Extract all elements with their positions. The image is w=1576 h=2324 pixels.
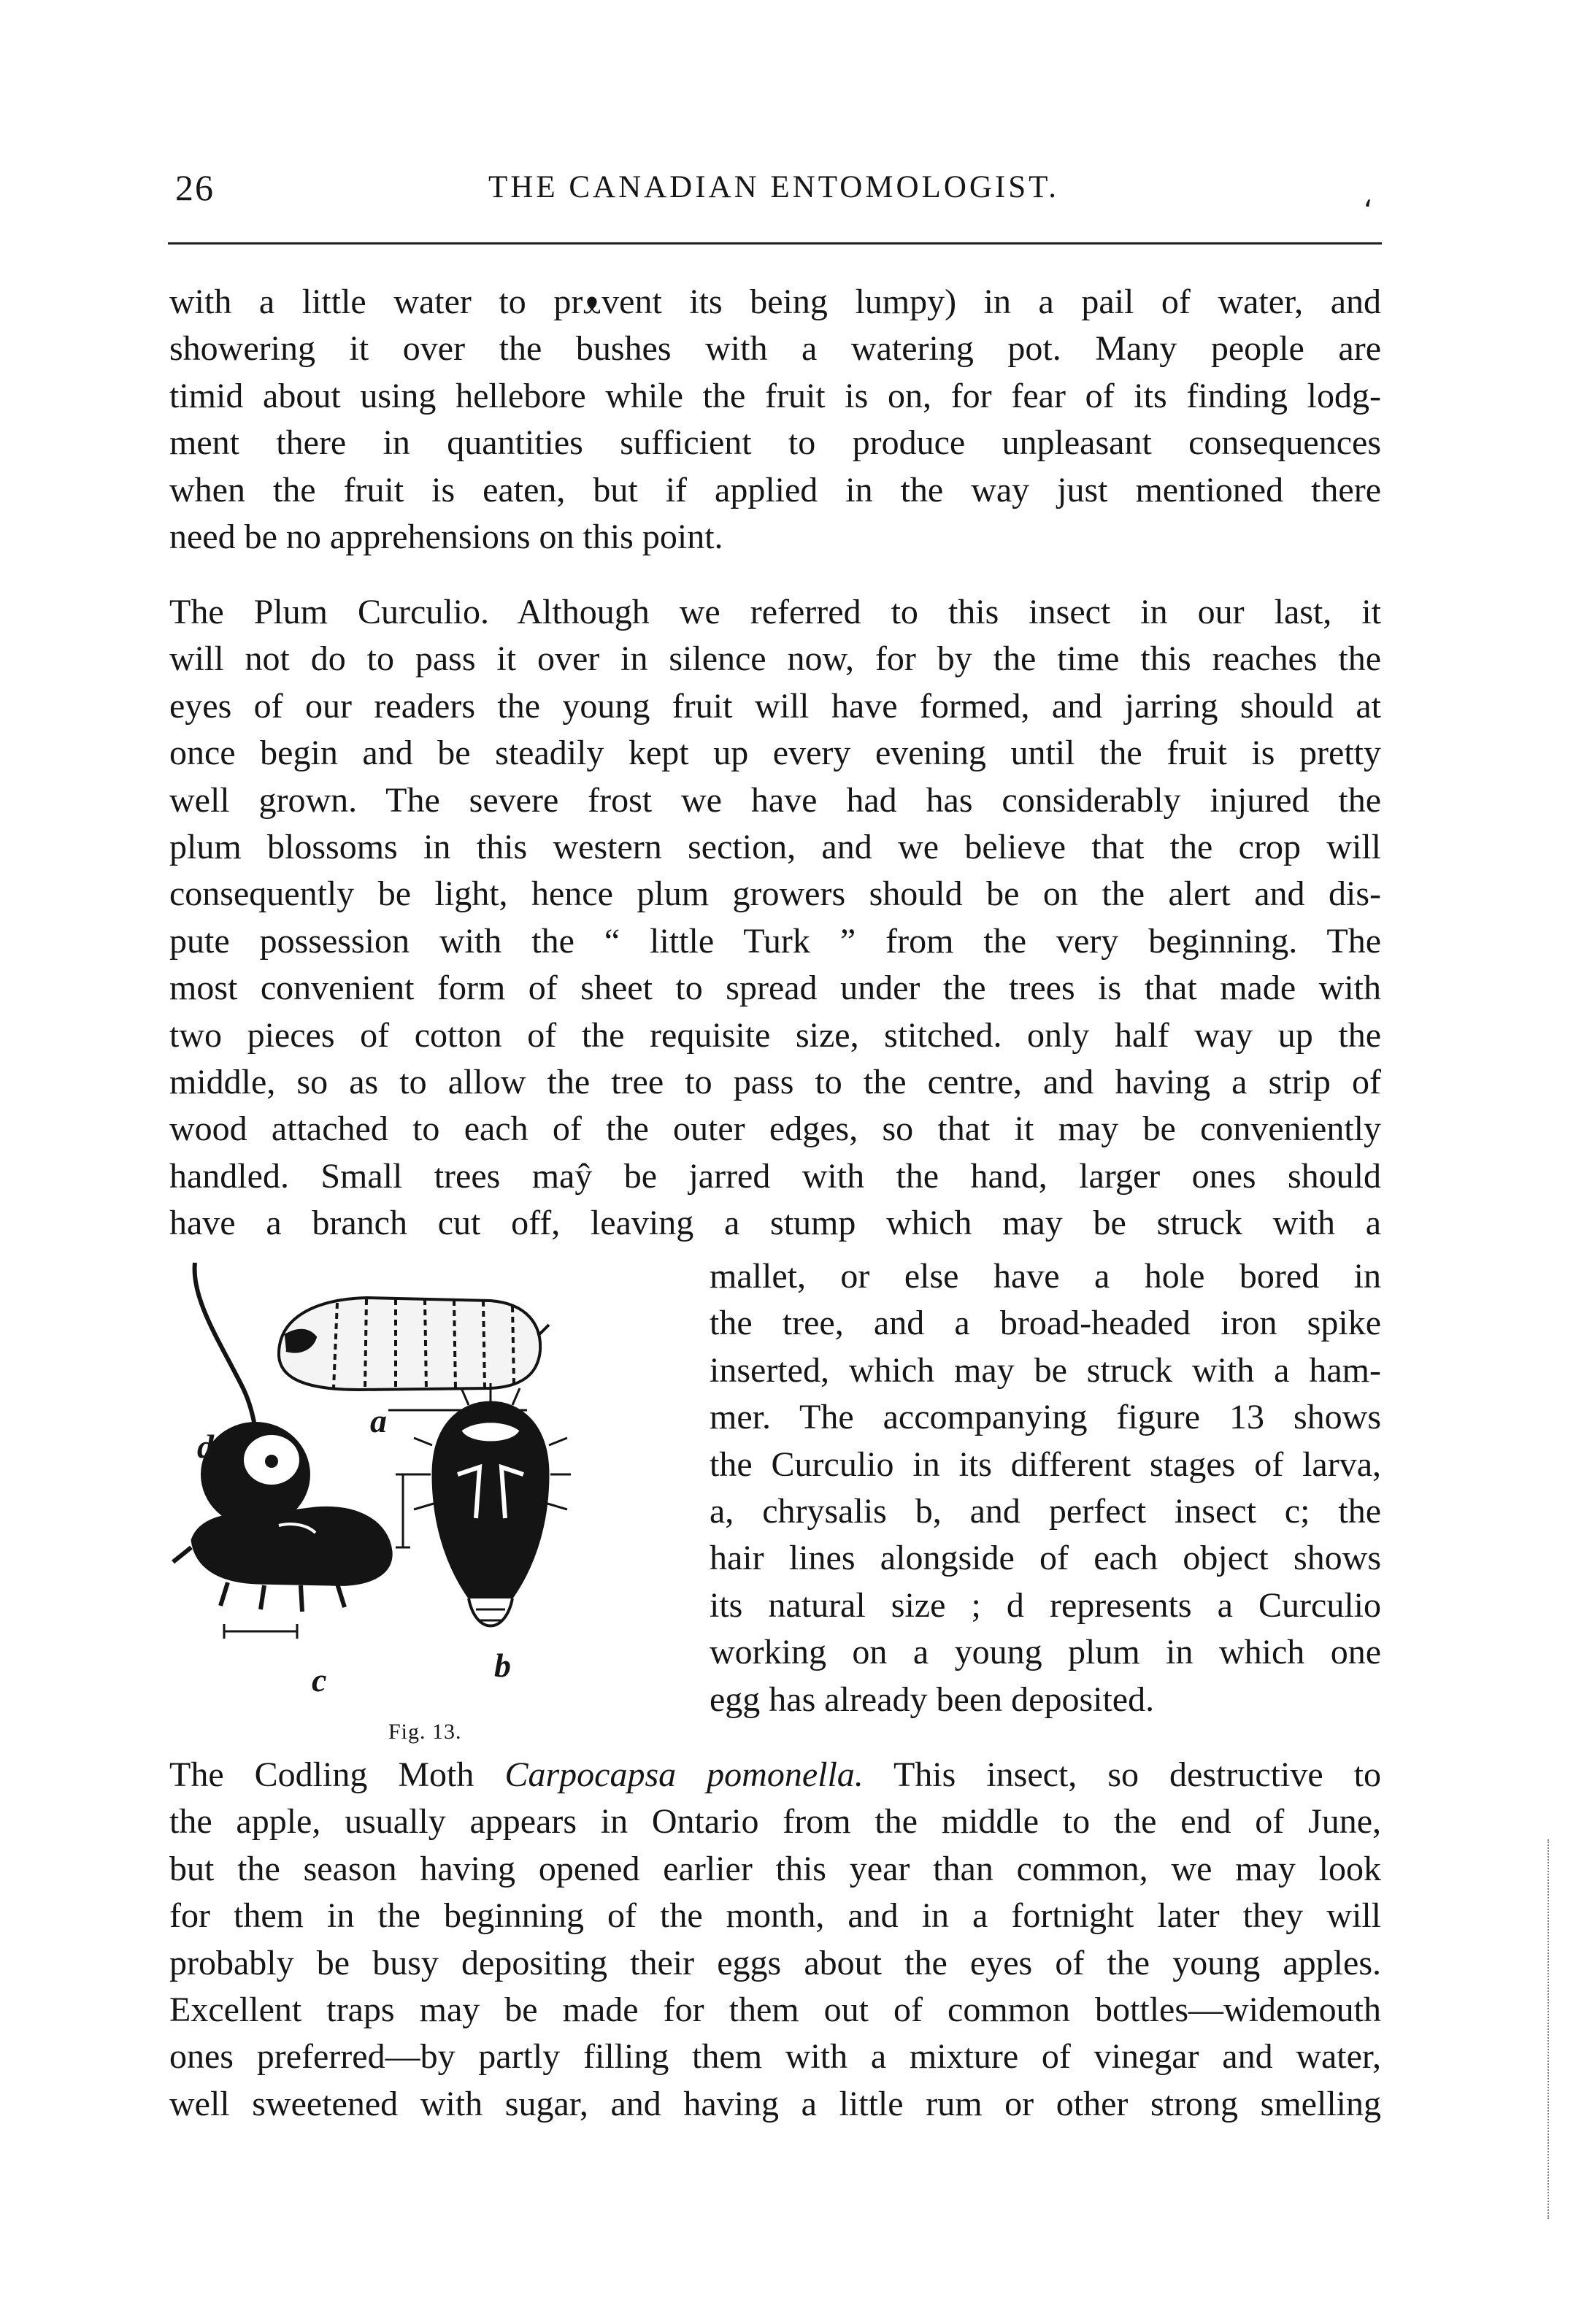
label-b: b bbox=[494, 1647, 511, 1684]
text-line: timid about using hellebore while the fruit is on, for fear of its finding lodg- bbox=[169, 376, 1381, 415]
figure-caption: Fig. 13. bbox=[388, 1720, 462, 1744]
text-line: inserted, which may be struck with a ham- bbox=[710, 1350, 1381, 1390]
text-line: egg has already been deposited. bbox=[710, 1679, 1155, 1719]
text-line: pute possession with the “ little Turk ” from the very beginning. The bbox=[169, 921, 1381, 961]
text-line: once begin and be steadily kept up every evening until the fruit is pretty bbox=[169, 734, 1381, 773]
text-line: well sweetened with sugar, and having a little rum or other strong smelling bbox=[169, 2084, 1381, 2123]
label-d: d bbox=[197, 1428, 214, 1465]
text-line: the apple, usually appears in Ontario from the middle to the end of June, bbox=[169, 1802, 1381, 1842]
label-a: a bbox=[370, 1402, 387, 1439]
text-line: wood attached to each of the outer edges, so that it may be conveniently bbox=[169, 1109, 1381, 1149]
text-line: showering it over the bushes with a watering pot. Many people are bbox=[169, 329, 1381, 369]
codling-intro-end: This insect, so destructive to bbox=[863, 1755, 1382, 1794]
paragraph-plum-curculio-wrap bbox=[710, 1253, 1381, 1723]
text-line: working on a young plum in which one bbox=[710, 1633, 1381, 1672]
text-line: need be no apprehensions on this point. bbox=[169, 517, 723, 556]
larva-drawing bbox=[279, 1298, 549, 1410]
text-line: when the fruit is eaten, but if applied in the way just mentioned there bbox=[169, 470, 1381, 509]
text-line: probably be busy depositing their eggs about the eyes of the young apples. bbox=[169, 1943, 1381, 1982]
codling-intro: The Codling Moth bbox=[169, 1755, 505, 1794]
text-line: ones preferred—by partly filling them with a mixture of vinegar and water, bbox=[169, 2037, 1381, 2077]
text-line: middle, so as to allow the tree to pass to the centre, and having a strip of bbox=[169, 1062, 1381, 1101]
text-line: The Plum Curculio. Although we referred to this insect in our last, it bbox=[169, 593, 1381, 631]
text-line: have a branch cut off, leaving a stump which may be struck with a bbox=[169, 1204, 1381, 1243]
text-line: its natural size ; d represents a Curculio bbox=[710, 1585, 1381, 1625]
text-line: will not do to pass it over in silence now, for by the time this reaches the bbox=[169, 639, 1381, 679]
text-line: a, chrysalis b, and perfect insect c; the bbox=[710, 1491, 1381, 1531]
header-mark: ، bbox=[1363, 180, 1372, 213]
text-line bbox=[169, 1752, 1381, 1798]
label-c: c bbox=[312, 1661, 327, 1698]
text-line: mallet, or else have a hole bored in bbox=[710, 1257, 1381, 1296]
text-line: hair lines alongside of each object shows bbox=[710, 1539, 1381, 1578]
text-line: consequently be light, hence plum growers should be on the alert and dis- bbox=[169, 874, 1381, 914]
text-line: the tree, and a broad-headed iron spike bbox=[710, 1304, 1381, 1343]
text-line: handled. Small trees maŷ be jarred with the hand, larger ones should bbox=[169, 1156, 1381, 1196]
text-line: with a little water to prᴥvent its being lumpy) in a pail of water, and bbox=[169, 282, 1381, 321]
plum-drawing bbox=[195, 1263, 310, 1527]
figure-13-curculio bbox=[169, 1255, 695, 1752]
text-line: mer. The accompanying figure 13 shows bbox=[710, 1398, 1381, 1437]
running-head bbox=[168, 166, 1380, 218]
text-line: well grown. The severe frost we have had has considerably injured the bbox=[169, 780, 1381, 820]
text-line: Excellent traps may be made for them out of common bottles—widemouth bbox=[169, 1990, 1381, 2029]
species-name: Carpocapsa pomonella. bbox=[504, 1755, 864, 1794]
header-rule bbox=[168, 242, 1382, 245]
paragraph-codling-moth bbox=[169, 1752, 1381, 2128]
chrysalis-drawing bbox=[396, 1383, 571, 1626]
running-title: THE CANADIAN ENTOMOLOGIST. bbox=[488, 170, 1059, 204]
margin-print-marks bbox=[1548, 1839, 1559, 2219]
text-line: the Curculio in its different stages of larva, bbox=[710, 1444, 1381, 1484]
text-line: two pieces of cotton of the requisite size, stitched. only half way up the bbox=[169, 1015, 1381, 1055]
text-line: plum blossoms in this western section, and we believe that the crop will bbox=[169, 827, 1381, 866]
weevil-drawing bbox=[173, 1507, 392, 1639]
paragraph-hellebore bbox=[169, 279, 1381, 561]
text-line: most convenient form of sheet to spread under the trees is that made with bbox=[169, 969, 1381, 1008]
codling-body-lines bbox=[169, 1798, 1381, 2128]
curculio-illustration bbox=[169, 1255, 695, 1752]
text-line: but the season having opened earlier this year than common, we may look bbox=[169, 1849, 1381, 1888]
page-number: 26 bbox=[175, 167, 215, 208]
text-line: eyes of our readers the young fruit will have formed, and jarring should at bbox=[169, 686, 1381, 726]
text-line: for them in the beginning of the month, and in a fortnight later they will bbox=[169, 1896, 1381, 1936]
text-line: ment there in quantities sufficient to produce unpleasant consequences bbox=[169, 423, 1381, 463]
paragraph-plum-curculio bbox=[169, 589, 1381, 1247]
